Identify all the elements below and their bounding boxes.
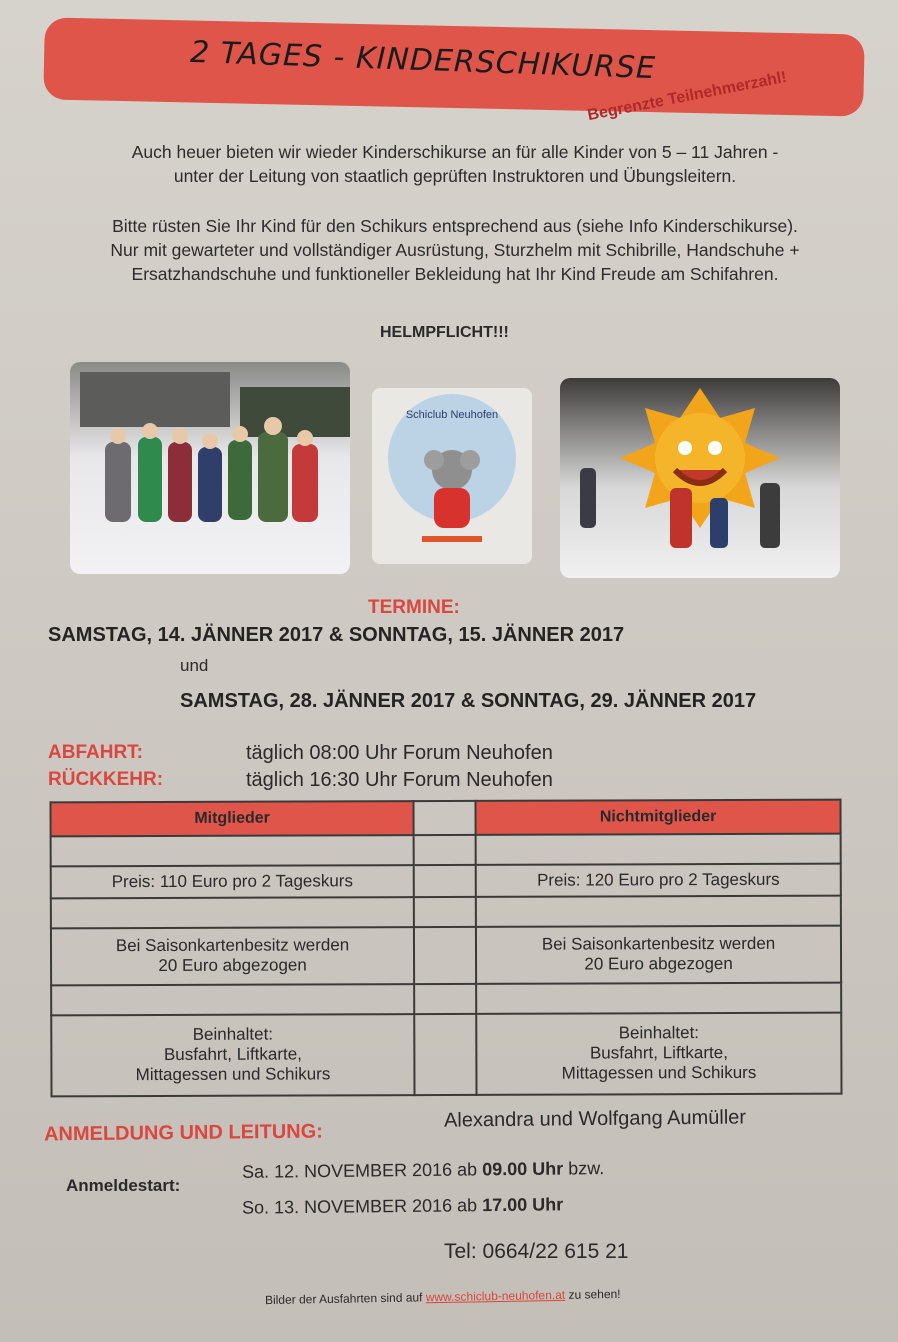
return-value: täglich 16:30 Uhr Forum Neuhofen — [246, 769, 553, 791]
sun-mascot-photo — [560, 378, 840, 578]
limited-participants-note: Begrenzte Teilnehmerzahl! — [586, 68, 789, 125]
registration-label: ANMELDUNG UND LEITUNG: — [43, 1120, 323, 1146]
departure-value: täglich 08:00 Uhr Forum Neuhofen — [246, 742, 553, 764]
spacer-cell — [414, 801, 476, 835]
footer-note: Bilder der Ausfahrten sind auf www.schiclub-neuhofen.at zu sehen! — [264, 1286, 621, 1308]
members-discount: Bei Saisonkartenbesitz werden 20 Euro abgezogen — [51, 927, 414, 985]
non-members-discount: Bei Saisonkartenbesitz werden 20 Euro abgezogen — [476, 926, 841, 984]
table-row — [51, 864, 841, 899]
intro-line: Ersatzhandschuhe und funktioneller Bekleidung hat Ihr Kind Freude am Schifahren. — [131, 264, 779, 284]
website-link[interactable]: www.schiclub-neuhofen.at — [425, 1287, 566, 1305]
table-row — [51, 896, 841, 929]
ski-group-photo — [70, 362, 350, 574]
telephone: Tel: 0664/22 615 21 — [444, 1240, 629, 1263]
table-row — [51, 982, 841, 1015]
price-table — [49, 799, 842, 1098]
termine-heading: TERMINE: — [368, 597, 460, 618]
logo-text: Schiclub Neuhofen — [405, 409, 499, 421]
table-row — [51, 1012, 841, 1096]
non-members-price: Preis: 120 Euro pro 2 Tageskurs — [476, 864, 841, 897]
table-row — [51, 926, 841, 985]
page-title: 2 TAGES - KINDERSCHIKURSE — [189, 34, 657, 87]
non-members-column-header: Nichtmitglieder — [476, 800, 841, 835]
registration-start-1: Sa. 12. NOVEMBER 2016 ab 09.00 Uhr bzw. — [241, 1158, 605, 1182]
registration-start-label: Anmeldestart: — [66, 1176, 181, 1195]
date-line-2: SAMSTAG, 28. JÄNNER 2017 & SONNTAG, 29. JÄNNER 2017 — [180, 690, 757, 712]
helmet-notice: HELMPFLICHT!!! — [380, 324, 509, 341]
intro-line: Nur mit gewarteter und vollständiger Ausrüstung, Sturzhelm mit Schibrille, Handschuhe + — [110, 240, 800, 260]
intro-line: Bitte rüsten Sie Ihr Kind für den Schikurs entsprechend aus (siehe Info Kinderschikurse). — [112, 216, 798, 236]
intro-line: unter der Leitung von staatlich geprüften Instruktoren und Übungsleitern. — [173, 166, 737, 186]
registration-start-2: So. 13. NOVEMBER 2016 ab 17.00 Uhr — [241, 1194, 564, 1218]
date-line-1: SAMSTAG, 14. JÄNNER 2017 & SONNTAG, 15. JÄNNER 2017 — [48, 624, 625, 646]
table-header-row — [50, 800, 840, 837]
departure-label: ABFAHRT: — [48, 742, 143, 763]
members-includes: Beinhaltet: Busfahrt, Liftkarte, Mittagessen und Schikurs — [51, 1014, 414, 1097]
table-row — [51, 834, 841, 867]
non-members-includes: Beinhaltet: Busfahrt, Liftkarte, Mittagessen und Schikurs — [476, 1012, 841, 1095]
members-column-header: Mitglieder — [50, 801, 413, 836]
club-mascot-logo — [372, 388, 532, 564]
return-label: RÜCKKEHR: — [48, 769, 164, 790]
intro-line: Auch heuer bieten wir wieder Kinderschikurse an für alle Kinder von 5 – 11 Jahren - — [131, 142, 779, 162]
intro-paragraph-1 — [40, 140, 870, 188]
and-text: und — [180, 656, 209, 675]
intro-paragraph-2 — [40, 214, 870, 286]
registration-names: Alexandra und Wolfgang Aumüller — [443, 1106, 747, 1132]
members-price: Preis: 110 Euro pro 2 Tageskurs — [51, 865, 414, 898]
